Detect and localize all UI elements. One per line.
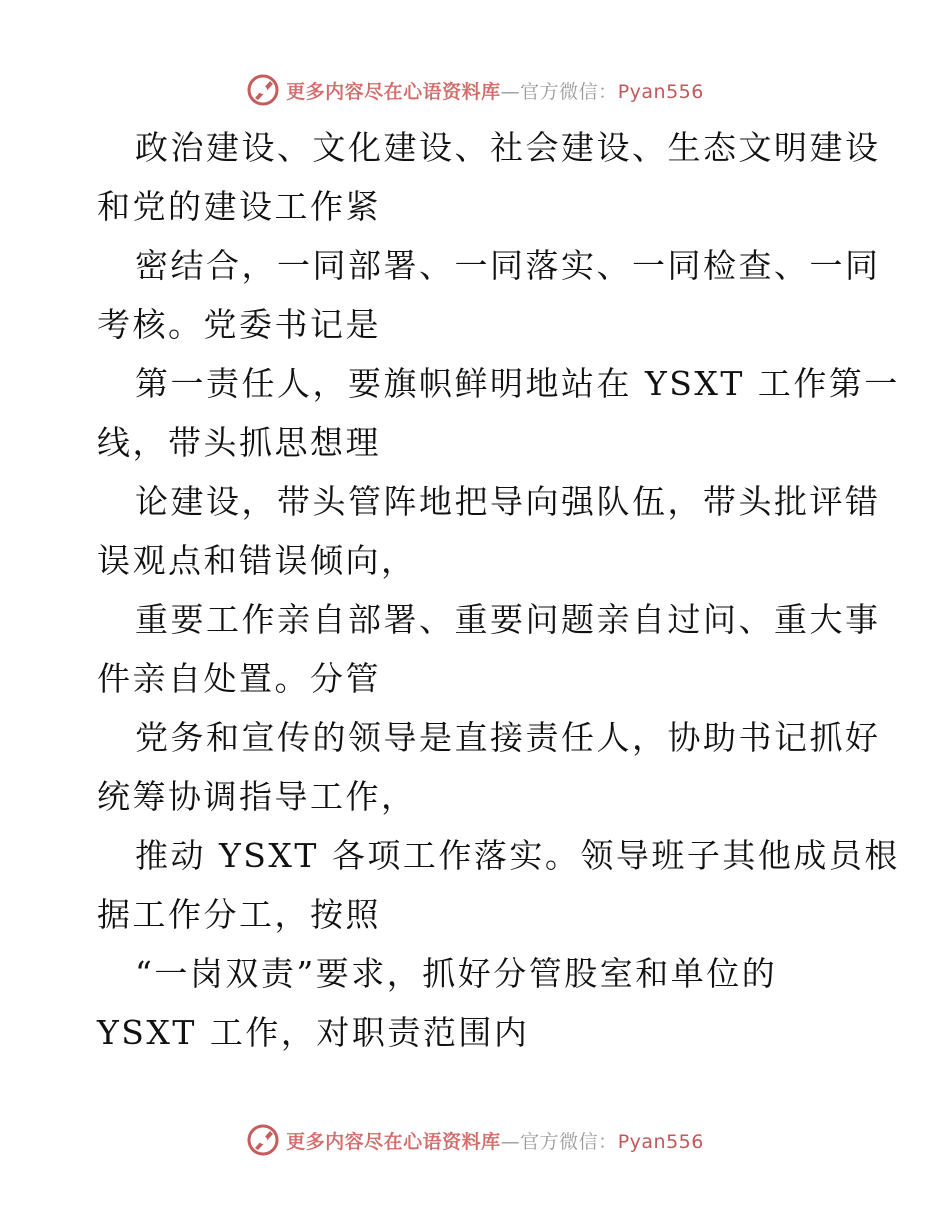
banner-text (286, 1127, 704, 1154)
paragraph-line: 第一责任人，要旗帜鲜明地站在 YSXT 工作第一 (135, 364, 900, 403)
paragraph-line: 推动 YSXT 各项工作落实。领导班子其他成员根 (135, 836, 900, 875)
banner-text (286, 77, 704, 104)
banner-dash: — (500, 80, 521, 103)
banner-contact-id: Pyan556 (617, 80, 704, 103)
paragraph-line: 线，带头抓思想理 (97, 423, 381, 462)
paragraph-line: 件亲自处置。分管 (97, 659, 381, 698)
banner-contact-label: 官方微信： (520, 1130, 618, 1153)
paragraph-line: 据工作分工，按照 (97, 895, 381, 934)
paragraph-line: 密结合，一同部署、一同落实、一同检查、一同 (135, 246, 881, 285)
paragraph (97, 118, 881, 236)
paragraph (97, 472, 881, 590)
paragraph-line: 重要工作亲自部署、重要问题亲自过问、重大事 (135, 600, 881, 639)
paragraph (97, 354, 900, 472)
quill-circle-logo-icon (246, 73, 280, 107)
paragraph-line: YSXT 工作，对职责范围内 (97, 1013, 530, 1052)
paragraph-line: 统筹协调指导工作， (97, 777, 417, 816)
banner-brand: 更多内容尽在心语资料库 (286, 1130, 501, 1153)
banner-contact-id: Pyan556 (617, 1130, 704, 1153)
paragraph-line: 和党的建设工作紧 (97, 187, 381, 226)
paragraph (97, 236, 881, 354)
paragraph (97, 708, 881, 826)
banner-dash: — (500, 1130, 521, 1153)
banner-contact-label: 官方微信： (520, 80, 618, 103)
footer-banner (0, 1120, 950, 1160)
document-body (97, 118, 900, 1062)
paragraph-line: 党务和宣传的领导是直接责任人，协助书记抓好 (135, 718, 881, 757)
paragraph-line: “一岗双责”要求，抓好分管股室和单位的 (135, 954, 778, 993)
paragraph-line: 考核。党委书记是 (97, 305, 381, 344)
paragraph (97, 826, 900, 944)
paragraph-line: 误观点和错误倾向， (97, 541, 417, 580)
banner-brand: 更多内容尽在心语资料库 (286, 80, 501, 103)
paragraph (97, 590, 881, 708)
quill-circle-logo-icon (246, 1123, 280, 1157)
header-banner (0, 70, 950, 110)
paragraph-line: 政治建设、文化建设、社会建设、生态文明建设 (135, 128, 881, 167)
paragraph (97, 944, 857, 1062)
paragraph-line: 论建设，带头管阵地把导向强队伍，带头批评错 (135, 482, 881, 521)
